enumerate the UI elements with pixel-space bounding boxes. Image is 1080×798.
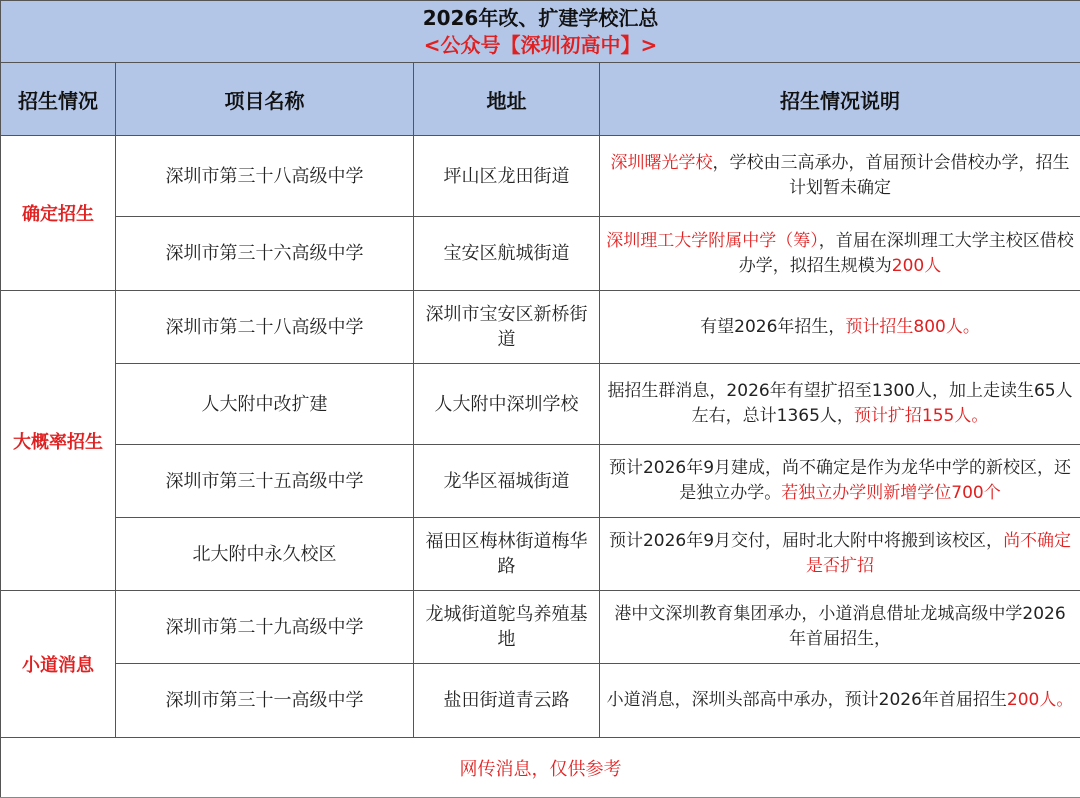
description-text: 港中文深圳教育集团承办，小道消息借址龙城高级中学2026年首届招生，	[614, 604, 1065, 649]
highlight-text: 若独立办学则新增学位700个	[781, 483, 1000, 503]
project-address: 坪山区龙田街道	[414, 136, 600, 217]
category-confirmed: 确定招生	[1, 136, 116, 291]
table-row	[1, 136, 1080, 217]
category-likely: 大概率招生	[1, 291, 116, 591]
project-address: 深圳市宝安区新桥街道	[414, 291, 600, 364]
project-address: 宝安区航城街道	[414, 217, 600, 291]
project-name: 人大附中改扩建	[116, 364, 414, 445]
footer-note: 网传消息，仅供参考	[1, 738, 1080, 798]
table-row	[1, 364, 1080, 445]
project-name: 深圳市第三十一高级中学	[116, 664, 414, 738]
table-row	[1, 445, 1080, 518]
description-text: ，首届在深圳理工大学主校区借校办学，拟招生规模为	[739, 231, 1074, 276]
project-description	[600, 518, 1080, 591]
page-subtitle: <公众号【深圳初高中】>	[1, 32, 1080, 59]
project-description	[600, 291, 1080, 364]
project-description	[600, 664, 1080, 738]
project-name: 深圳市第三十五高级中学	[116, 445, 414, 518]
project-description	[600, 364, 1080, 445]
description-text: 据招生群消息，2026年有望扩招至1300人，加上走读生65人左右，总计1365人，	[607, 381, 1072, 426]
category-rumor: 小道消息	[1, 591, 116, 738]
project-name: 深圳市第三十八高级中学	[116, 136, 414, 217]
project-address: 人大附中深圳学校	[414, 364, 600, 445]
column-header-description: 招生情况说明	[600, 63, 1080, 136]
highlight-text: 200人。	[1007, 690, 1073, 710]
description-text: ，学校由三高承办，首届预计会借校办学，招生计划暂未确定	[713, 153, 1070, 198]
project-name: 北大附中永久校区	[116, 518, 414, 591]
description-text: 有望2026年招生，	[700, 317, 845, 337]
project-name: 深圳市第二十八高级中学	[116, 291, 414, 364]
highlight-text: 深圳曙光学校	[611, 153, 713, 173]
table-row	[1, 664, 1080, 738]
project-description	[600, 591, 1080, 664]
highlight-text: 深圳理工大学附属中学（筹）	[606, 231, 819, 251]
highlight-text: 200人	[892, 256, 941, 276]
column-header-status: 招生情况	[1, 63, 116, 136]
description-text: 预计2026年9月交付，届时北大附中将搬到该校区，	[609, 531, 1003, 551]
table-row	[1, 291, 1080, 364]
project-address: 盐田街道青云路	[414, 664, 600, 738]
project-address: 龙城街道鸵鸟养殖基地	[414, 591, 600, 664]
description-text: 小道消息，深圳头部高中承办，预计2026年首届招生	[607, 690, 1007, 710]
description-text: 预计2026年9月建成，尚不确定是作为龙华中学的新校区，还是独立办学。	[609, 458, 1071, 503]
title-row	[1, 1, 1080, 63]
project-address: 福田区梅林街道梅华路	[414, 518, 600, 591]
highlight-text: 预计招生800人。	[845, 317, 979, 337]
table-row	[1, 591, 1080, 664]
highlight-text: 尚不确定是否扩招	[806, 531, 1071, 576]
column-header-project: 项目名称	[116, 63, 414, 136]
title-cell	[1, 1, 1080, 63]
project-name: 深圳市第三十六高级中学	[116, 217, 414, 291]
footer-row	[1, 738, 1080, 798]
project-description	[600, 136, 1080, 217]
project-description	[600, 217, 1080, 291]
project-address: 龙华区福城街道	[414, 445, 600, 518]
project-name: 深圳市第二十九高级中学	[116, 591, 414, 664]
column-header-address: 地址	[414, 63, 600, 136]
project-description	[600, 445, 1080, 518]
header-row	[1, 63, 1080, 136]
page-title: 2026年改、扩建学校汇总	[1, 5, 1080, 32]
table-row	[1, 217, 1080, 291]
highlight-text: 预计扩招155人。	[854, 406, 988, 426]
table-row	[1, 518, 1080, 591]
